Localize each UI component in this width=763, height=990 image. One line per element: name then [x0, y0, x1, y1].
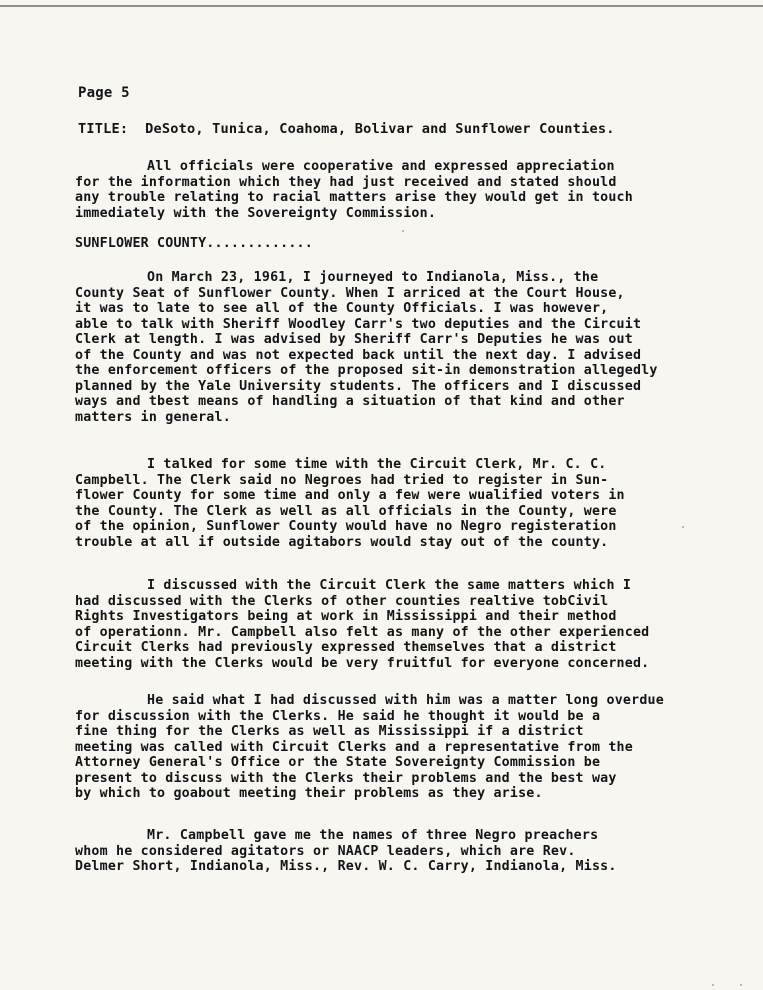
scan-speck	[712, 984, 714, 986]
paragraph-line: flower County for some time and only a few were wualified voters in	[75, 488, 625, 503]
paragraph-line: Circuit Clerks had previously expressed themselves that a district	[75, 640, 617, 655]
scan-speck	[402, 230, 404, 232]
paragraph-line: ways and tbest means of handling a situation of that kind and other	[75, 394, 625, 409]
paragraph-line: of operationn. Mr. Campbell also felt as many of the other experienced	[75, 624, 650, 640]
paragraph-line: for the information which they had just received and stated should	[75, 174, 617, 190]
title-text: DeSoto, Tunica, Coahoma, Bolivar and Sunflower Counties.	[145, 121, 615, 137]
paragraph-line: able to talk with Sheriff Woodley Carr's two deputies and the Circuit	[75, 316, 642, 332]
paragraph-line: it was to late to see all of the County Officials. I was however,	[75, 301, 609, 316]
paragraph-line: Attorney General's Office or the State Sovereignty Commission be	[75, 755, 601, 770]
paragraph-2	[75, 270, 715, 425]
paragraph-line: All officials were cooperative and expressed appreciation	[147, 159, 615, 174]
paragraph-line: of the County and was not expected back until the next day. I advised	[75, 347, 642, 363]
paragraph-line: Campbell. The Clerk said no Negroes had tried to register in Sun-	[75, 472, 609, 488]
paragraph-line: of the opinion, Sunflower County would have no Negro registeration	[75, 519, 617, 534]
paragraph-4	[75, 578, 715, 671]
paragraph-line: for discussion with the Clerks. He said he thought it would be a	[75, 708, 601, 724]
paragraph-line: matters in general.	[75, 409, 231, 425]
paragraph-line: by which to goabout meeting their problems as they arise.	[75, 786, 543, 801]
paragraph-line: Mr. Campbell gave me the names of three Negro preachers	[147, 828, 599, 843]
paragraph-1	[75, 159, 715, 221]
paragraph-line: Delmer Short, Indianola, Miss., Rev. W. C. Carry, Indianola, Miss.	[75, 859, 617, 874]
paragraph-line: I discussed with the Circuit Clerk the same matters which I	[147, 578, 632, 593]
paragraph-line: meeting was called with Circuit Clerks and a representative from the	[75, 739, 633, 755]
paragraph-line: County Seat of Sunflower County. When I arriced at the Court House,	[75, 285, 625, 301]
title-prefix: TITLE:	[78, 121, 129, 137]
paragraph-line: He said what I had discussed with him was a matter long overdue	[147, 693, 664, 708]
paragraph-5	[75, 693, 715, 802]
paragraph-6	[75, 828, 715, 875]
paragraph-line: On March 23, 1961, I journeyed to Indianola, Miss., the	[147, 270, 599, 285]
scan-top-edge	[0, 5, 763, 7]
paragraph-3	[75, 457, 715, 550]
paragraph-line: Clerk at length. I was advised by Sheriff Carr's Deputies he was out	[75, 332, 633, 347]
scan-speck	[740, 984, 742, 986]
paragraph-line: planned by the Yale University students. The officers and I discussed	[75, 378, 642, 394]
paragraph-line: whom he considered agitators or NAACP leaders, which are Rev.	[75, 843, 576, 859]
paragraph-line: I talked for some time with the Circuit Clerk, Mr. C. C.	[147, 457, 607, 472]
paragraph-line: trouble at all if outside agitabors would stay out of the county.	[75, 534, 609, 550]
paragraph-line: had discussed with the Clerks of other counties realtive tobCivil	[75, 593, 609, 609]
paragraph-line: immediately with the Sovereignty Commission.	[75, 205, 437, 221]
paragraph-line: fine thing for the Clerks as well as Mississippi if a district	[75, 724, 584, 739]
paragraph-line: the enforcement officers of the proposed sit-in demonstration allegedly	[75, 363, 658, 378]
paragraph-line: present to discuss with the Clerks their problems and the best way	[75, 770, 617, 786]
paragraph-line: Rights Investigators being at work in Mississippi and their method	[75, 609, 617, 624]
paragraph-line: any trouble relating to racial matters arise they would get in touch	[75, 190, 633, 205]
section-heading: SUNFLOWER COUNTY.............	[75, 236, 313, 251]
page-number: Page 5	[78, 85, 130, 101]
paragraph-line: meeting with the Clerks would be very fruitful for everyone concerned.	[75, 655, 650, 671]
paragraph-line: the County. The Clerk as well as all officials in the County, were	[75, 503, 617, 519]
document-title	[78, 122, 698, 138]
scan-speck	[682, 526, 684, 528]
